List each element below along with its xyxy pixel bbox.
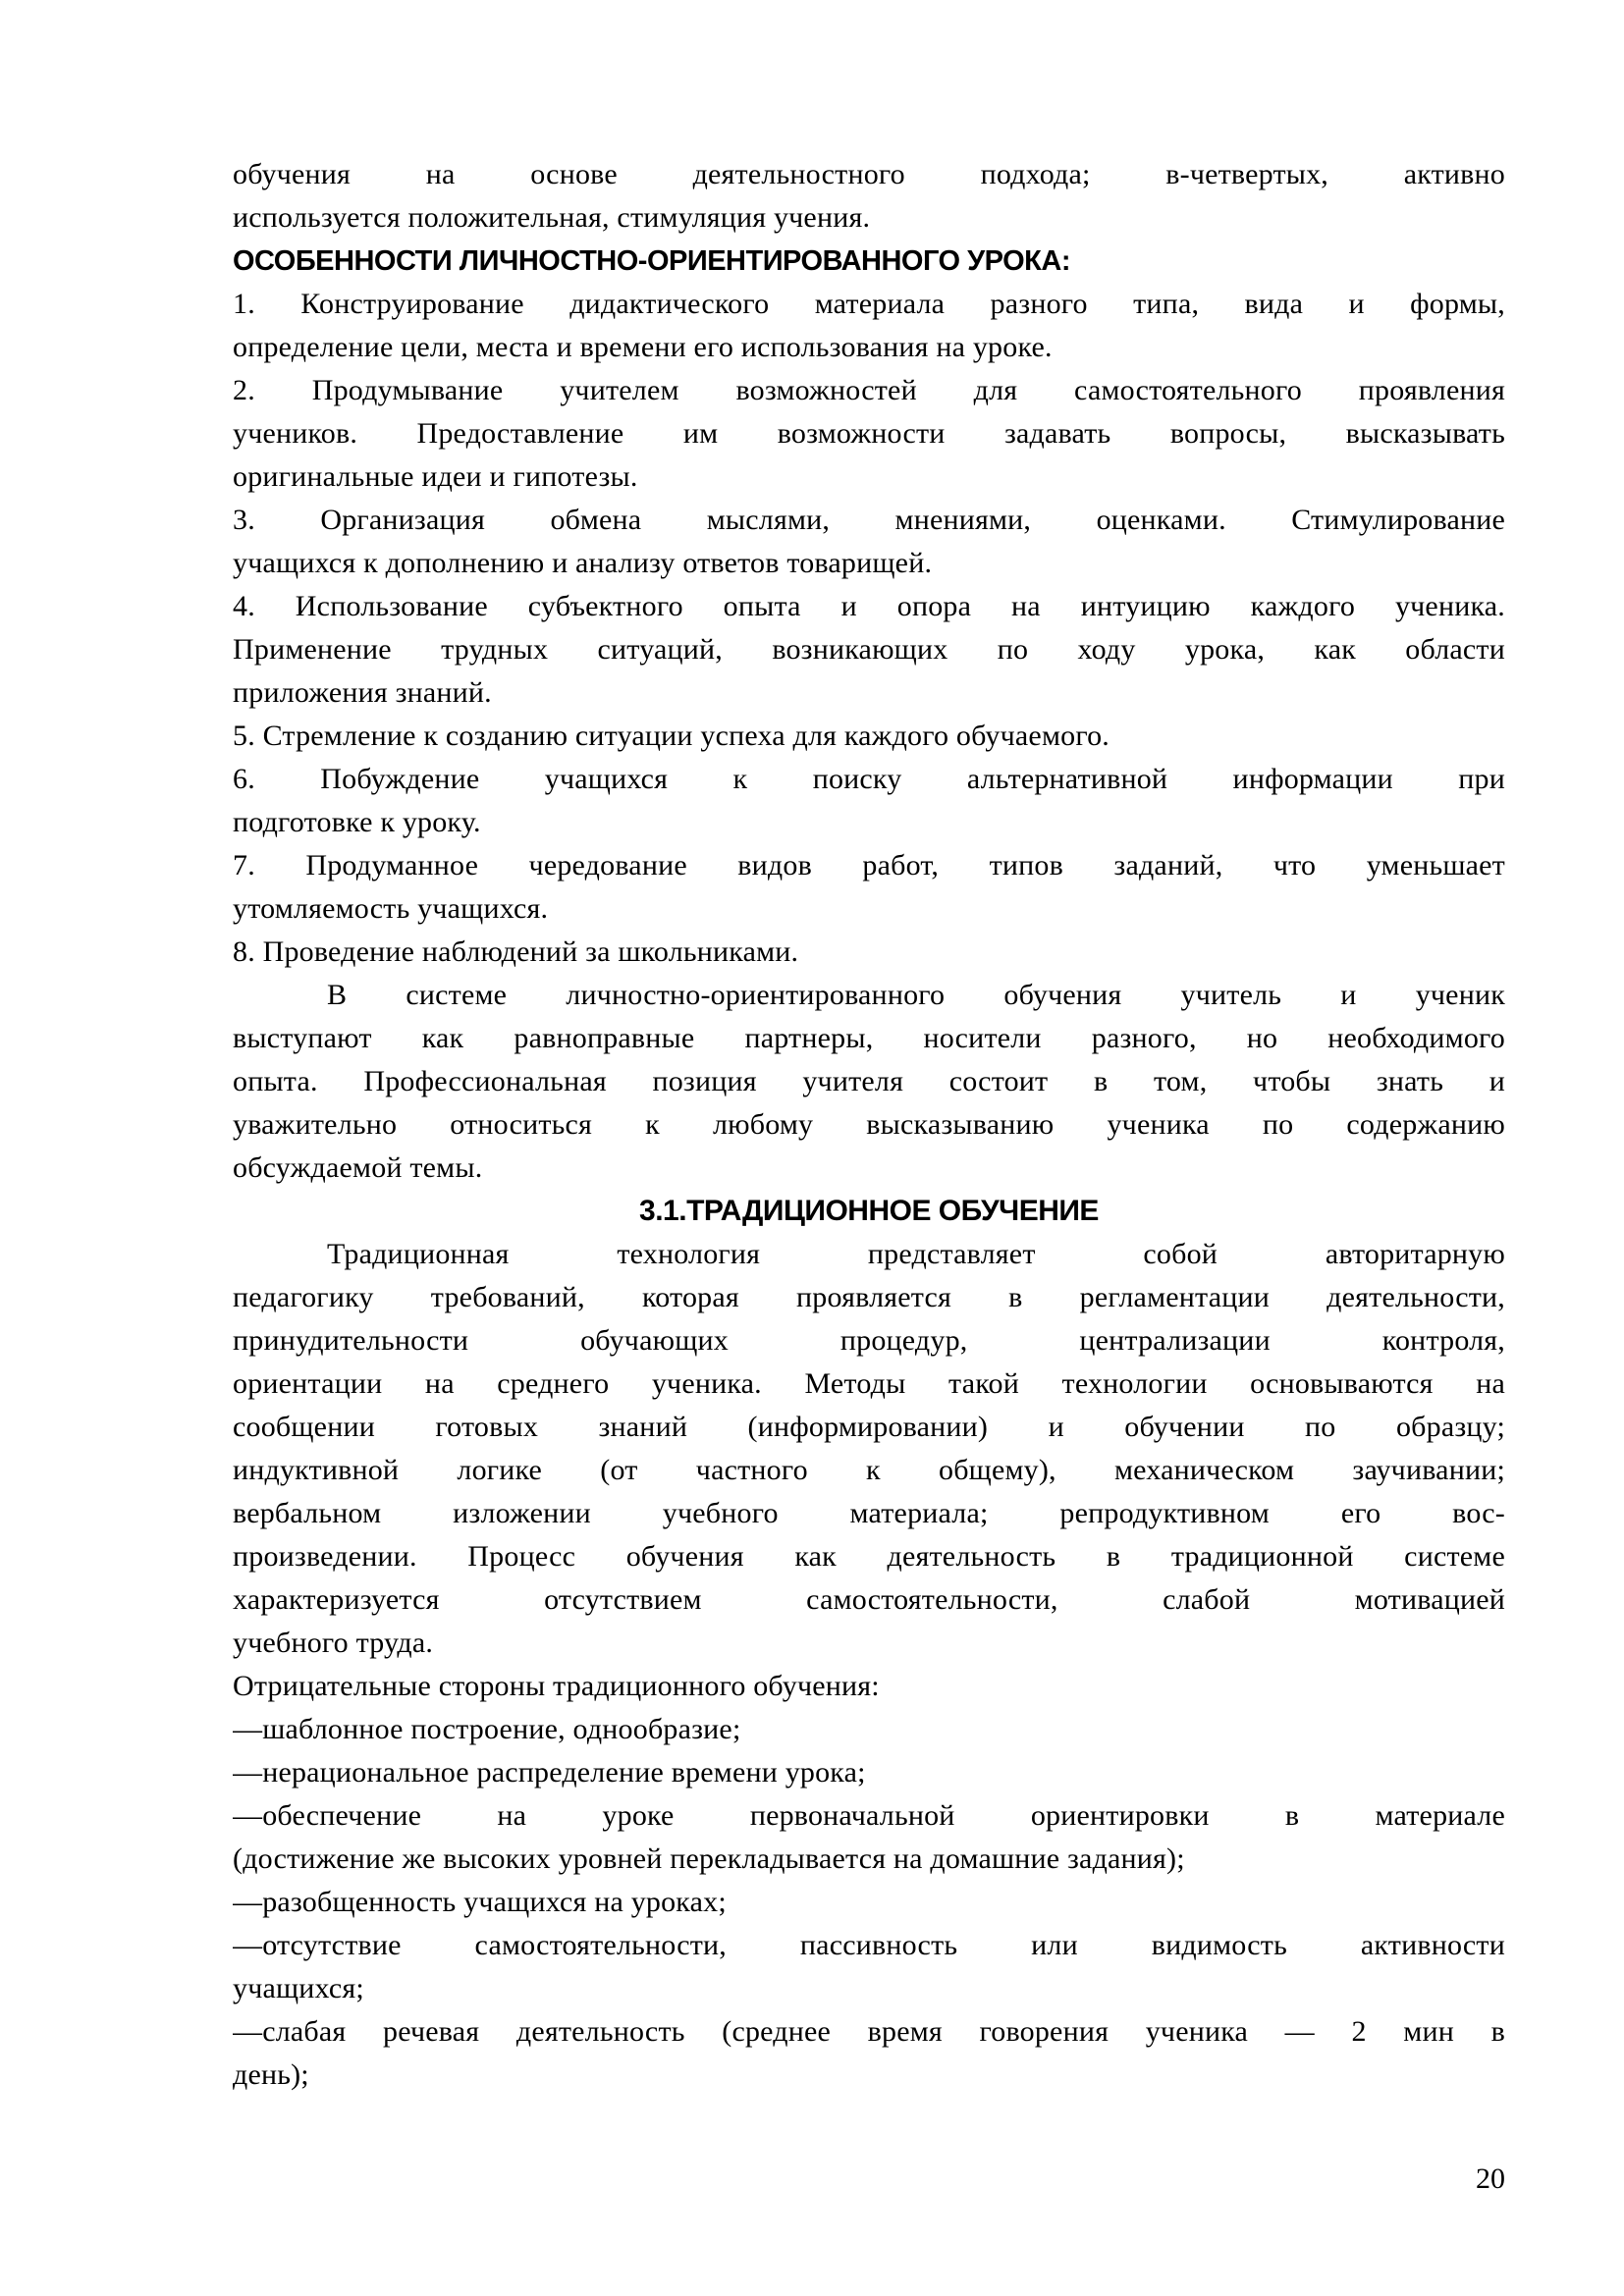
text-line: ориентации на среднего ученика. Методы такой технологии основываются на xyxy=(233,1367,1505,1400)
text-line: произведении. Процесс обучения как деятельность в традиционной системе xyxy=(233,1540,1505,1573)
text-line: характеризуется отсутствием самостоятельности, слабой мотивацией xyxy=(233,1583,1505,1616)
list-item-dash: —отсутствие самостоятельности, пассивность или видимость активности xyxy=(233,1929,1505,1961)
text-line: принудительности обучающих процедур, централизации контроля, xyxy=(233,1324,1505,1357)
text-line: учеников. Предоставление им возможности задавать вопросы, высказывать xyxy=(233,417,1505,450)
text-line: 4. Использование субъектного опыта и опора на интуицию каждого ученика. xyxy=(233,590,1505,622)
text-line: Применение трудных ситуаций, возникающих по ходу урока, как области xyxy=(233,633,1505,666)
text-line: утомляемость учащихся. xyxy=(233,892,549,925)
list-item-dash: —обеспечение на уроке первоначальной ориентировки в материале xyxy=(233,1799,1505,1832)
text-line: опыта. Профессиональная позиция учителя состоит в том, чтобы знать и xyxy=(233,1065,1505,1097)
text-line: индуктивной логике (от частного к общему), механическом заучивании; xyxy=(233,1454,1505,1486)
text-line: В системе личностно-ориентированного обучения учитель и ученик xyxy=(327,979,1505,1011)
text-line: 2. Продумывание учителем возможностей для самостоятельного проявления xyxy=(233,374,1505,406)
text-line: оригинальные идеи и гипотезы. xyxy=(233,460,638,493)
page-number: 20 xyxy=(1476,2163,1505,2195)
text-line: педагогику требований, которая проявляется в регламентации деятельности, xyxy=(233,1281,1505,1313)
text-line: приложения знаний. xyxy=(233,676,492,709)
section-heading-features: ОСОБЕННОСТИ ЛИЧНОСТНО-ОРИЕНТИРОВАННОГО УРОКА: xyxy=(233,245,1070,277)
text-line: 3. Организация обмена мыслями, мнениями, оценками. Стимулирование xyxy=(233,504,1505,536)
text-line: Традиционная технология представляет собой авторитарную xyxy=(327,1238,1505,1270)
text-line: уважительно относиться к любому высказыванию ученика по содержанию xyxy=(233,1108,1505,1141)
text-line: подготовке к уроку. xyxy=(233,806,481,838)
text-line: 7. Продуманное чередование видов работ, типов заданий, что уменьшает xyxy=(233,849,1505,881)
section-heading-traditional: 3.1.ТРАДИЦИОННОЕ ОБУЧЕНИЕ xyxy=(639,1195,1099,1227)
text-line: определение цели, места и времени его использования на уроке. xyxy=(233,331,1053,363)
text-line: сообщении готовых знаний (информировании) и обучении по образцу; xyxy=(233,1411,1505,1443)
text-line: используется положительная, стимуляция учения. xyxy=(233,201,871,234)
text-block xyxy=(233,153,1505,2097)
list-item-dash: —разобщенность учащихся на уроках; xyxy=(233,1886,727,1918)
text-line: 5. Стремление к созданию ситуации успеха для каждого обучаемого. xyxy=(233,720,1110,752)
text-line: Отрицательные стороны традиционного обучения: xyxy=(233,1670,880,1702)
list-item-dash: —слабая речевая деятельность (среднее время говорения ученика — 2 мин в xyxy=(233,2015,1505,2048)
list-item-dash: —нерациональное распределение времени урока; xyxy=(233,1756,866,1789)
text-line: 8. Проведение наблюдений за школьниками. xyxy=(233,935,799,968)
text-line: 1. Конструирование дидактического материала разного типа, вида и формы, xyxy=(233,288,1505,320)
text-line: обсуждаемой темы. xyxy=(233,1151,483,1184)
text-line: учащихся к дополнению и анализу ответов товарищей. xyxy=(233,547,933,579)
list-item-dash: —шаблонное построение, однообразие; xyxy=(233,1713,741,1745)
text-line: вербальном изложении учебного материала; репродуктивном его вос- xyxy=(233,1497,1505,1529)
text-line: 6. Побуждение учащихся к поиску альтернативной информации при xyxy=(233,763,1505,795)
text-line: учебного труда. xyxy=(233,1627,434,1659)
text-line: обучения на основе деятельностного подхода; в-четвертых, активно xyxy=(233,158,1505,190)
text-line: выступают как равноправные партнеры, носители разного, но необходимого xyxy=(233,1022,1505,1054)
text-line: учащихся; xyxy=(233,1972,364,2004)
text-line: день); xyxy=(233,2058,309,2091)
text-line: (достижение же высоких уровней перекладывается на домашние задания); xyxy=(233,1842,1185,1875)
